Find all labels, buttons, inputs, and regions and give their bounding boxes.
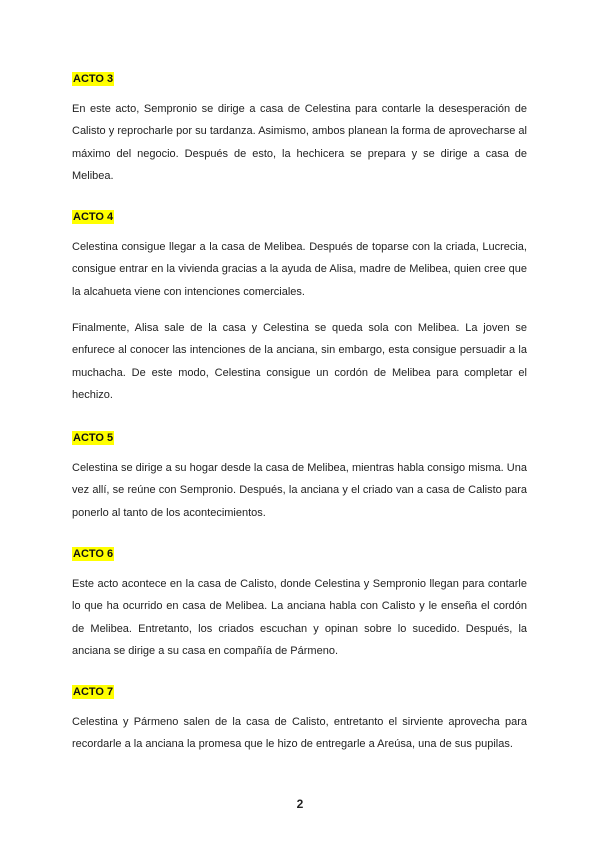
section-paragraph: Este acto acontece en la casa de Calisto, donde Celestina y Sempronio llegan para contarle lo que ha ocurrido en casa de Melibea. La anciana habla con Calisto y le enseña el cordón de Melibea. Entretanto, los criados escuchan y opinan sobre lo sucedido. Después, la anciana se dirige a su casa en compañía de Pármeno. bbox=[72, 578, 527, 658]
section-paragraph: Celestina consigue llegar a la casa de Melibea. Después de toparse con la criada, Lucrecia, consigue entrar en la vivienda gracias a la ayuda de Alisa, madre de Melibea, quien cree que la alcahueta viene con intenciones comerciales. bbox=[72, 241, 527, 298]
section-heading-acto-4: ACTO 4 bbox=[73, 211, 114, 223]
section-paragraph: Celestina se dirige a su hogar desde la casa de Melibea, mientras habla consigo misma. Una vez allí, se reúne con Sempronio. Después, la anciana y el criado van a casa de Calisto para ponerlo al tanto de los acontecimientos. bbox=[72, 462, 527, 519]
section-heading-acto-5: ACTO 5 bbox=[73, 432, 114, 444]
section-heading-acto-6: ACTO 6 bbox=[73, 548, 114, 560]
section-paragraph: En este acto, Sempronio se dirige a casa de Celestina para contarle la desesperación de Calisto y reprocharle por su tardanza. Asimismo, ambos planean la forma de aprovecharse al máximo del negocio. Después de esto, la hechicera se prepara y se dirige a casa de Melibea. bbox=[72, 103, 527, 183]
section-heading-acto-3: ACTO 3 bbox=[73, 73, 114, 85]
page-number: 2 bbox=[296, 797, 304, 811]
section-paragraph: Finalmente, Alisa sale de la casa y Celestina se queda sola con Melibea. La joven se enfurece al conocer las intenciones de la anciana, sin embargo, esta consigue persuadir a la muchacha. De este modo, Celestina consigue un cordón de Melibea para completar el hechizo. bbox=[72, 322, 527, 402]
section-paragraph: Celestina y Pármeno salen de la casa de Calisto, entretanto el sirviente aprovecha para recordarle a la anciana la promesa que le hizo de entregarle a Areúsa, una de sus pupilas. bbox=[72, 716, 527, 751]
section-heading-acto-7: ACTO 7 bbox=[73, 686, 114, 698]
